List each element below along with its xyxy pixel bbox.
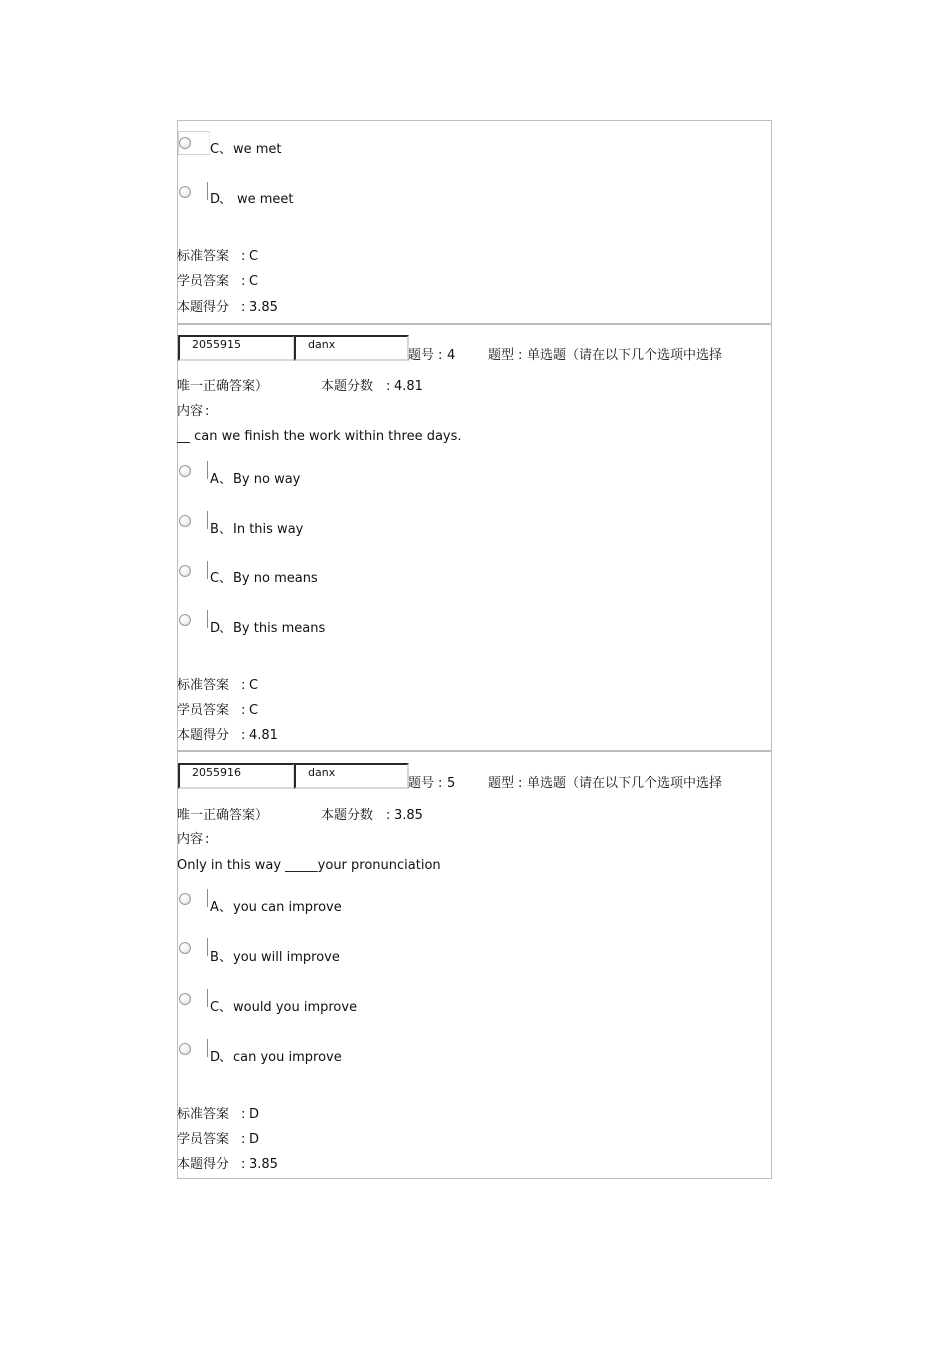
option-a-text: By no way xyxy=(233,472,301,487)
option-c-letter: C xyxy=(210,571,220,586)
question-text: __ can we finish the work within three days. xyxy=(177,429,462,444)
option-c-text: By no means xyxy=(233,571,318,586)
option-c-radio[interactable] xyxy=(179,993,191,1005)
question-no-value: 5 xyxy=(447,776,456,791)
option-d-text: By this means xyxy=(233,621,326,636)
student-answer-value: C xyxy=(249,274,259,289)
question-type-value-cont: 唯一正确答案） xyxy=(177,379,269,394)
std-answer-label: 标准答案 xyxy=(177,249,230,264)
option-a-letter: A xyxy=(210,472,219,487)
student-answer-label: 学员答案 xyxy=(177,703,230,718)
question-points-value: 3.85 xyxy=(394,808,423,823)
option-d-text: we meet xyxy=(237,192,294,207)
option-d-radio[interactable] xyxy=(179,614,191,626)
option-a-letter: A xyxy=(210,900,219,915)
question-text: Only in this way _____your pronunciation xyxy=(177,858,441,873)
student-answer-value: C xyxy=(249,703,259,718)
student-answer-label: 学员答案 xyxy=(177,1132,230,1147)
option-d-letter: D xyxy=(210,192,221,207)
option-b-letter: B xyxy=(210,950,219,965)
score-label: 本题得分 xyxy=(177,728,230,743)
option-c-text: would you improve xyxy=(233,1000,358,1015)
question-type-value: 单选题（请在以下几个选项中选择 xyxy=(527,776,723,791)
option-a-text: you can improve xyxy=(233,900,342,915)
score-label: 本题得分 xyxy=(177,300,230,315)
score-value: 3.85 xyxy=(249,300,278,315)
option-b-letter: B xyxy=(210,522,219,537)
option-d-radio[interactable] xyxy=(179,186,191,198)
option-c-letter: C xyxy=(210,1000,220,1015)
question-kind-field[interactable]: danx xyxy=(294,763,409,789)
option-d-text: can you improve xyxy=(233,1050,342,1065)
option-b-radio[interactable] xyxy=(179,515,191,527)
option-d-radio[interactable] xyxy=(179,1043,191,1055)
std-answer-label: 标准答案 xyxy=(177,1107,230,1122)
std-answer-label: 标准答案 xyxy=(177,678,230,693)
option-d-letter: D xyxy=(210,621,221,636)
option-a-radio[interactable] xyxy=(179,893,191,905)
question-no-label: 题号 xyxy=(408,776,435,791)
option-c-radio[interactable] xyxy=(179,565,191,577)
student-answer-label: 学员答案 xyxy=(177,274,230,289)
option-c-text: we met xyxy=(233,142,282,157)
score-value: 3.85 xyxy=(249,1157,278,1172)
question-id-field[interactable]: 2055916 xyxy=(178,763,295,789)
option-a-radio[interactable] xyxy=(179,465,191,477)
question-points-label: 本题分数 xyxy=(321,379,374,394)
question-no-label: 题号 xyxy=(408,348,435,363)
question-id-field[interactable]: 2055915 xyxy=(178,335,295,361)
option-d-divider xyxy=(207,182,208,200)
question-no-value: 4 xyxy=(447,348,456,363)
question-kind-field[interactable]: danx xyxy=(294,335,409,361)
question-type-value-cont: 唯一正确答案） xyxy=(177,808,269,823)
option-c-radio[interactable] xyxy=(179,137,191,149)
question-type-label: 题型 xyxy=(488,348,515,363)
std-answer-value: C xyxy=(249,249,259,264)
content-label: 内容 xyxy=(177,832,204,847)
option-b-radio[interactable] xyxy=(179,942,191,954)
content-label: 内容 xyxy=(177,404,204,419)
question-type-value: 单选题（请在以下几个选项中选择 xyxy=(527,348,723,363)
std-answer-value: C xyxy=(249,678,259,693)
option-c-letter: C xyxy=(210,142,220,157)
option-b-text: you will improve xyxy=(233,950,340,965)
option-d-letter: D xyxy=(210,1050,221,1065)
question-points-value: 4.81 xyxy=(394,379,423,394)
question-type-label: 题型 xyxy=(488,776,515,791)
question-points-label: 本题分数 xyxy=(321,808,374,823)
std-answer-value: D xyxy=(249,1107,260,1122)
score-label: 本题得分 xyxy=(177,1157,230,1172)
student-answer-value: D xyxy=(249,1132,260,1147)
score-value: 4.81 xyxy=(249,728,278,743)
option-b-text: In this way xyxy=(233,522,304,537)
